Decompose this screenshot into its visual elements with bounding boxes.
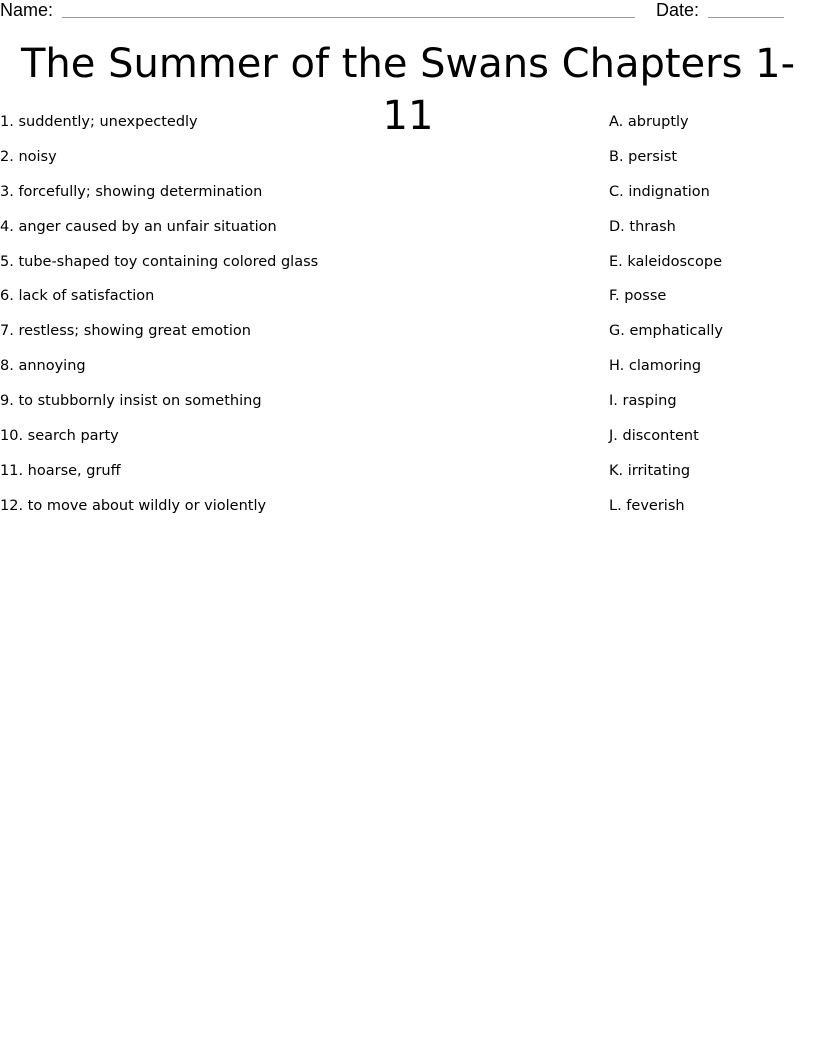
clue-item: 8. annoying [0, 358, 86, 375]
clue-item: 11. hoarse, gruff [0, 462, 121, 479]
clue-item: 1. suddently; unexpectedly [0, 114, 198, 130]
name-label: Name: [0, 0, 54, 20]
answer-item: G. emphatically [609, 323, 723, 340]
clue-item: 12. to move about wildly or violently [0, 497, 267, 514]
clue-list [0, 112, 560, 531]
answer-item: C. indignation [609, 183, 710, 200]
name-blank-line [62, 17, 635, 18]
answer-item: D. thrash [609, 218, 676, 235]
answer-item: L. feverish [609, 497, 685, 514]
clue-item: 10. search party [0, 428, 119, 445]
answer-item: B. persist [609, 148, 678, 165]
answer-item: H. clamoring [609, 358, 702, 375]
clue-item: 5. tube-shaped toy containing colored glass [0, 253, 319, 270]
answer-item: I. rasping [609, 393, 677, 410]
clue-item: 9. to stubbornly insist on something [0, 393, 262, 410]
answer-item: J. discontent [609, 428, 699, 445]
answer-item: F. posse [609, 288, 667, 305]
clue-item: 4. anger caused by an unfair situation [0, 218, 277, 235]
date-label: Date: [656, 0, 700, 20]
answer-item: A. abruptly [609, 114, 689, 130]
answer-item: E. kaleidoscope [609, 253, 722, 270]
worksheet-title: The Summer of the Swans Chapters 1-11 [20, 41, 796, 139]
header-row [0, 0, 816, 24]
clue-item: 3. forcefully; showing determination [0, 183, 263, 200]
answer-item: K. irritating [609, 462, 691, 479]
clue-item: 6. lack of satisfaction [0, 288, 155, 305]
answer-list [609, 112, 809, 531]
date-blank-line [708, 17, 784, 18]
clue-item: 7. restless; showing great emotion [0, 323, 251, 340]
clue-item: 2. noisy [0, 148, 57, 165]
